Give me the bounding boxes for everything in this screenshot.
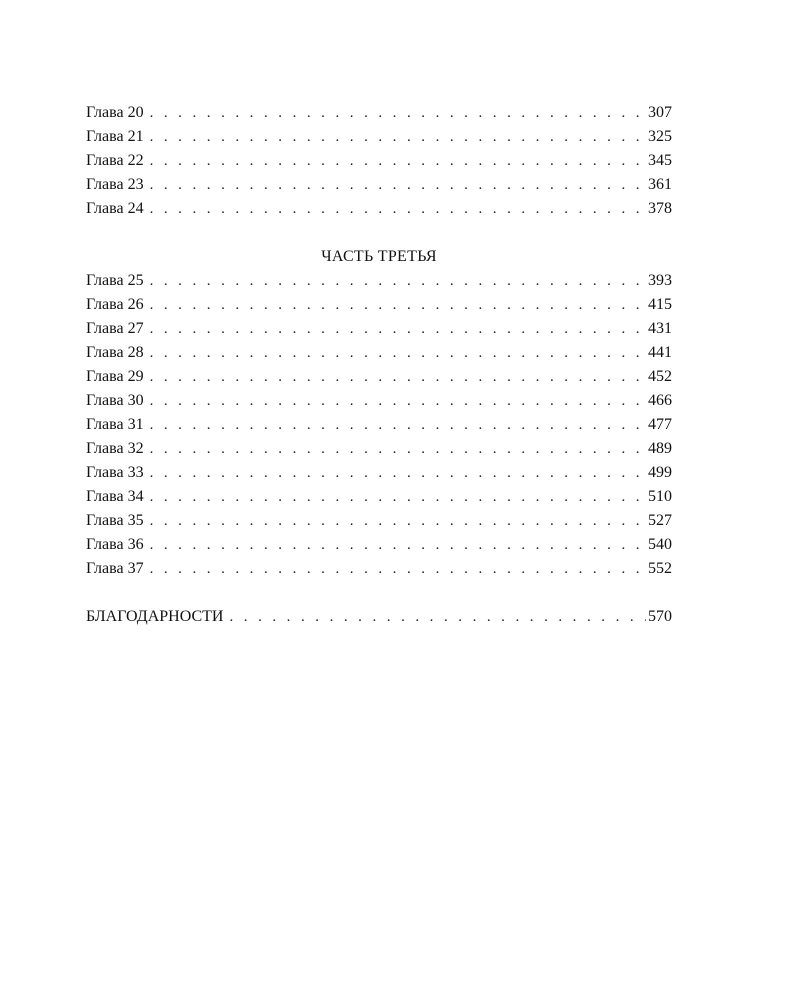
toc-leader-dots [150, 437, 646, 461]
toc-entry[interactable] [86, 413, 672, 437]
toc-entry[interactable] [86, 197, 672, 221]
toc-entry[interactable] [86, 101, 672, 125]
toc-entry[interactable] [86, 533, 672, 557]
toc-entry-title: Глава 37 [86, 560, 144, 577]
toc-entry-title: Глава 29 [86, 368, 144, 385]
toc-entry-title: Глава 34 [86, 488, 144, 505]
toc-entry-page: 431 [648, 320, 672, 337]
toc-entry-title: Глава 31 [86, 416, 144, 433]
toc-entry-title: Глава 25 [86, 272, 144, 289]
toc-leader-dots [150, 365, 646, 389]
toc-leader-dots [150, 533, 646, 557]
section-spacer [86, 581, 672, 605]
toc-entry[interactable] [86, 125, 672, 149]
toc-entry-title: Глава 20 [86, 104, 144, 121]
toc-entry-title: Глава 27 [86, 320, 144, 337]
toc-leader-dots [150, 101, 646, 125]
toc-entry-title: Глава 36 [86, 536, 144, 553]
toc-entry-title: Глава 26 [86, 296, 144, 313]
toc-entry-title: Глава 28 [86, 344, 144, 361]
toc-leader-dots [150, 149, 646, 173]
toc-leader-dots [150, 269, 646, 293]
toc-entry[interactable] [86, 149, 672, 173]
part-heading: ЧАСТЬ ТРЕТЬЯ [321, 248, 437, 265]
toc-entry-title: Глава 23 [86, 176, 144, 193]
toc-entry[interactable] [86, 269, 672, 293]
toc-entry-title: Глава 35 [86, 512, 144, 529]
toc-entry-page: 378 [648, 200, 672, 217]
toc-entry-page: 527 [648, 512, 672, 529]
toc-entry-page: 441 [648, 344, 672, 361]
toc-entry-page: 552 [648, 560, 672, 577]
toc-entry-page: 499 [648, 464, 672, 481]
toc-entry[interactable] [86, 389, 672, 413]
toc-leader-dots [150, 557, 646, 581]
toc-entry[interactable] [86, 293, 672, 317]
toc-leader-dots [150, 125, 646, 149]
toc-entry[interactable] [86, 485, 672, 509]
toc-entry[interactable] [86, 173, 672, 197]
toc-entry-title: Глава 24 [86, 200, 144, 217]
toc-entry[interactable] [86, 317, 672, 341]
toc-entry[interactable] [86, 509, 672, 533]
toc-leader-dots [150, 461, 646, 485]
toc-entry-title: Глава 33 [86, 464, 144, 481]
toc-leader-dots [150, 509, 646, 533]
toc-entry-page: 466 [648, 392, 672, 409]
toc-entry-page: 415 [648, 296, 672, 313]
toc-leader-dots [150, 413, 646, 437]
toc-entry-title: БЛАГОДАРНОСТИ [86, 608, 224, 625]
toc-entry-title: Глава 32 [86, 440, 144, 457]
toc-entry[interactable] [86, 341, 672, 365]
toc-entry[interactable] [86, 557, 672, 581]
toc-entry-page: 477 [648, 416, 672, 433]
toc-entry-page: 510 [648, 488, 672, 505]
toc-entry-page: 345 [648, 152, 672, 169]
toc-leader-dots [150, 389, 646, 413]
toc-entry[interactable] [86, 365, 672, 389]
toc-entry-page: 452 [648, 368, 672, 385]
toc-entry-acknowledgements[interactable] [86, 605, 672, 629]
toc-entry[interactable] [86, 437, 672, 461]
toc-entry-title: Глава 21 [86, 128, 144, 145]
toc-leader-dots [229, 605, 646, 629]
toc-entry-page: 393 [648, 272, 672, 289]
toc-leader-dots [150, 293, 646, 317]
toc-leader-dots [150, 485, 646, 509]
toc-leader-dots [150, 341, 646, 365]
toc-entry-page: 325 [648, 128, 672, 145]
toc-leader-dots [150, 197, 646, 221]
toc-entry-title: Глава 22 [86, 152, 144, 169]
toc-entry-page: 570 [648, 608, 672, 625]
toc-entry-page: 489 [648, 440, 672, 457]
toc-entry-page: 540 [648, 536, 672, 553]
toc-leader-dots [150, 173, 646, 197]
toc-leader-dots [150, 317, 646, 341]
toc-entry[interactable] [86, 461, 672, 485]
toc-entry-page: 361 [648, 176, 672, 193]
table-of-contents [86, 101, 672, 629]
toc-entry-title: Глава 30 [86, 392, 144, 409]
toc-entry-page: 307 [648, 104, 672, 121]
